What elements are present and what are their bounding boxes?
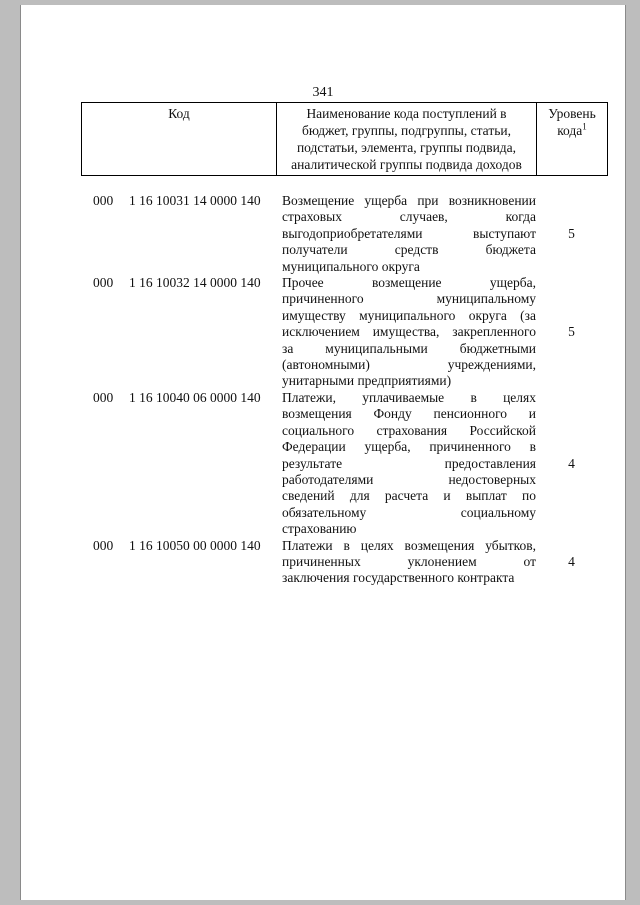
income-name-line: причиненных уклонением от xyxy=(282,553,536,569)
table-row xyxy=(81,538,607,587)
income-name xyxy=(276,193,536,275)
table-body xyxy=(81,193,607,587)
income-name xyxy=(276,538,536,587)
income-name-line: сведений для расчета и выплат по xyxy=(282,488,536,504)
income-name-line: имуществу муниципального округа (за xyxy=(282,307,536,323)
income-name xyxy=(276,390,536,538)
header-name-line: аналитической группы подвида доходов xyxy=(291,157,522,172)
income-name-line: возмещения Фонду пенсионного и xyxy=(282,406,536,422)
footnote-mark: 1 xyxy=(582,121,587,132)
code-level: 4 xyxy=(568,455,575,471)
header-level-line xyxy=(539,122,605,139)
income-name-line: унитарными предприятиями) xyxy=(282,373,452,389)
income-name-line: заключения государственного контракта xyxy=(282,570,515,586)
income-name-line: работодателями недостоверных xyxy=(282,471,536,487)
header-code: Код xyxy=(82,103,277,176)
income-name-line: за муниципальными бюджетными xyxy=(282,340,536,356)
income-name-line: получатели средств бюджета xyxy=(282,242,536,258)
code-level: 4 xyxy=(568,553,575,569)
code-level: 5 xyxy=(568,225,575,241)
budget-code: 1 16 10032 14 0000 140 xyxy=(129,275,261,291)
income-name-line: страхованию xyxy=(282,521,357,537)
admin-code: 000 xyxy=(93,275,114,291)
budget-code: 1 16 10040 06 0000 140 xyxy=(129,389,261,405)
income-name-line: страховых случаев, когда xyxy=(282,209,536,225)
income-name-line: результате предоставления xyxy=(282,455,536,471)
income-name-line: (автономными) учреждениями, xyxy=(282,357,536,373)
income-name-line: Прочее возмещение ущерба, xyxy=(282,275,536,291)
budget-code: 1 16 10031 14 0000 140 xyxy=(129,193,261,208)
admin-code: 000 xyxy=(93,537,114,553)
admin-code: 000 xyxy=(93,389,114,405)
document-page xyxy=(20,5,626,900)
header-level xyxy=(537,103,608,176)
income-name-line: социального страхования Российской xyxy=(282,422,536,438)
income-name-line: причиненного муниципальному xyxy=(282,291,536,307)
income-name-line: выгодоприобретателями выступают xyxy=(282,225,536,241)
table-row xyxy=(81,275,607,390)
income-name-line: Платежи, уплачиваемые в целях xyxy=(282,389,536,405)
table-row xyxy=(81,193,607,275)
header-name-line: Наименование кода поступлений в xyxy=(306,106,507,121)
admin-code: 000 xyxy=(93,193,114,208)
income-name-line: Возмещение ущерба при возникновении xyxy=(282,193,536,208)
income-name-line: муниципального округа xyxy=(282,258,420,274)
income-name-line: исключением имущества, закрепленного xyxy=(282,324,536,340)
income-name-line: Платежи в целях возмещения убытков, xyxy=(282,537,536,553)
header-name-line: подстатьи, элемента, группы подвида, xyxy=(296,140,517,155)
income-name-line: Федерации ущерба, причиненного в xyxy=(282,439,536,455)
page-number: 341 xyxy=(312,85,334,100)
table-row xyxy=(81,390,607,538)
table-header xyxy=(81,102,608,176)
header-level-word: кода xyxy=(557,123,583,138)
header-name-line: бюджет, группы, подгруппы, статьи, xyxy=(302,123,511,138)
header-name xyxy=(277,103,537,176)
budget-code: 1 16 10050 00 0000 140 xyxy=(129,537,261,553)
income-name-line: обязательному социальному xyxy=(282,504,536,520)
code-level: 5 xyxy=(568,324,575,340)
income-name xyxy=(276,275,536,390)
header-level-line: Уровень xyxy=(548,106,596,121)
